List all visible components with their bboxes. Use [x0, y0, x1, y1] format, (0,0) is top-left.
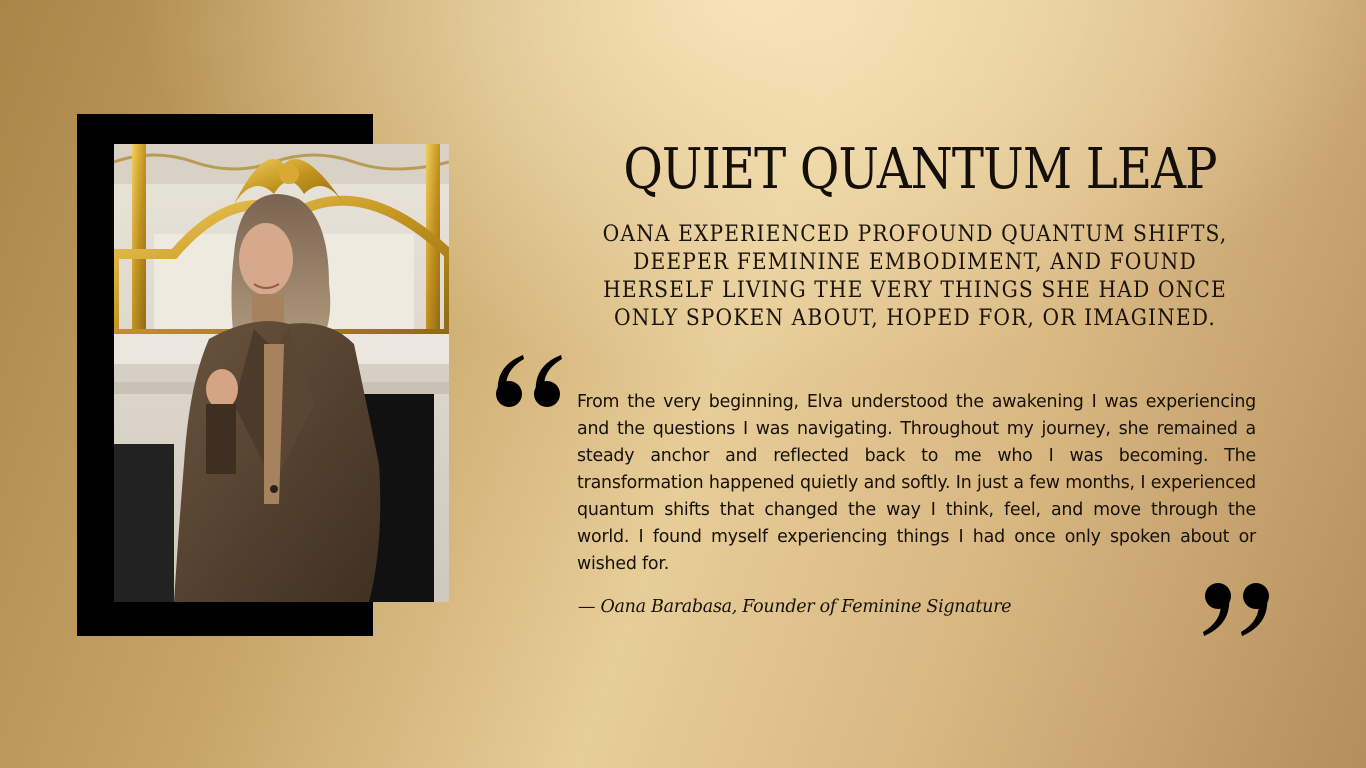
close-quote-icon	[1200, 578, 1272, 640]
open-quote-icon	[493, 352, 565, 414]
subheadline-line: ONLY SPOKEN ABOUT, HOPED FOR, OR IMAGINED.	[614, 306, 1216, 331]
subheadline-line: DEEPER FEMININE EMBODIMENT, AND FOUND	[633, 250, 1197, 275]
testimonial-text: From the very beginning, Elva understood the awakening I was experiencing and the questions I was navigating. Throughout my journey, she remained a steady anchor and reflected back to me who I was becoming. The transformation happened quietly and softly. In just a few months, I experienced quantum shifts that changed the way I think, feel, and move through the world. I found myself experiencing things I had once only spoken about or wished for.	[577, 392, 1256, 574]
headline: QUIET QUANTUM LEAP	[623, 137, 1217, 202]
subheadline-line: HERSELF LIVING THE VERY THINGS SHE HAD ONCE	[603, 278, 1227, 303]
subheadline	[575, 221, 1255, 333]
portrait-photo	[114, 144, 449, 602]
subheadline-line: OANA EXPERIENCED PROFOUND QUANTUM SHIFTS,	[602, 222, 1228, 247]
testimonial-attribution: — Oana Barabasa, Founder of Feminine Signature	[578, 597, 1012, 617]
